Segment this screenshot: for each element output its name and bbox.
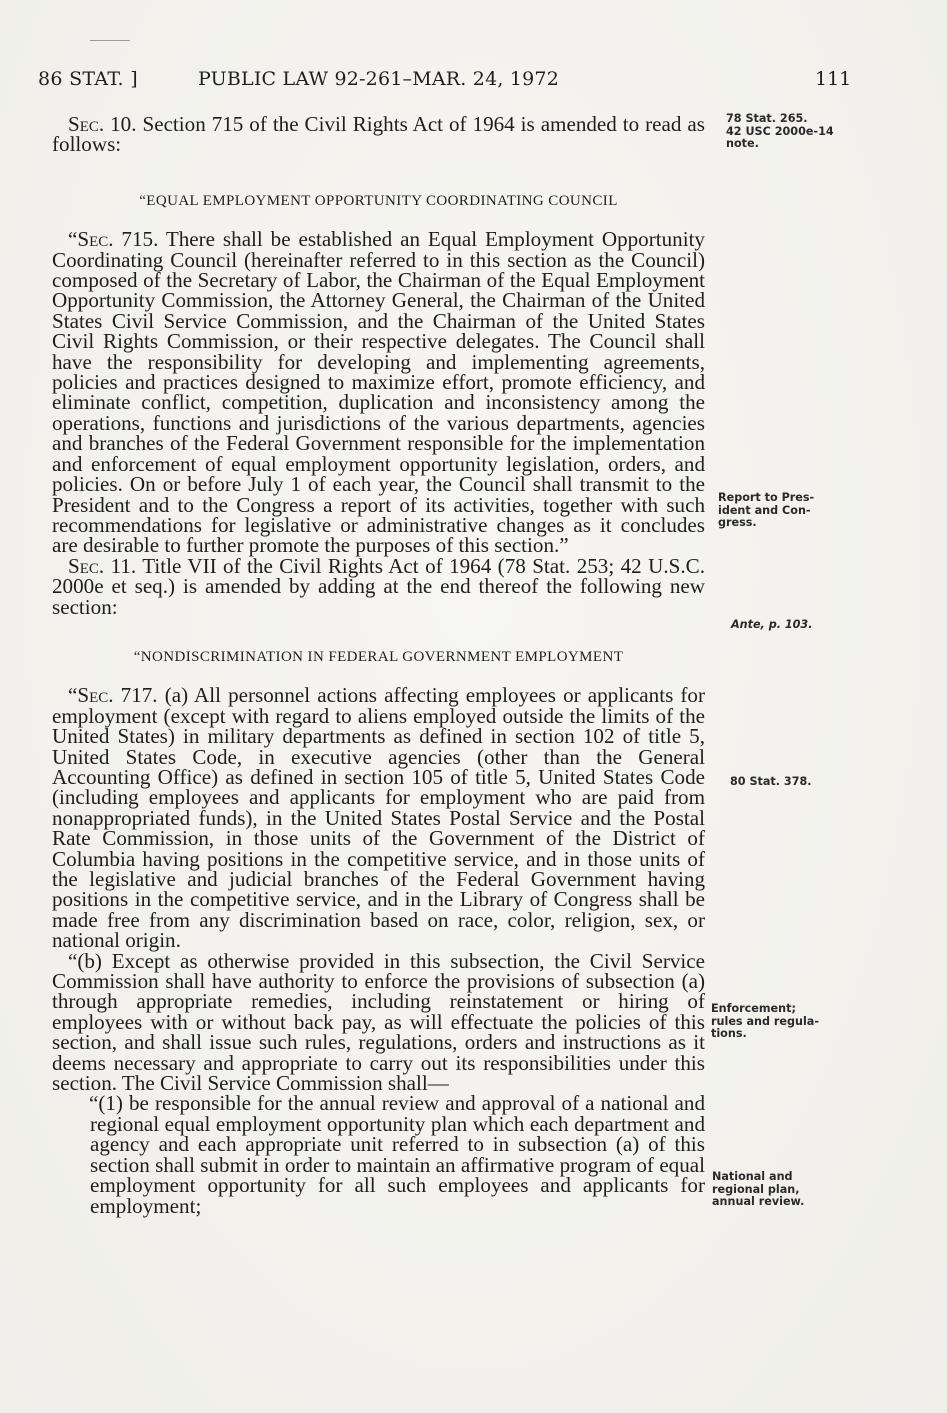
margin-note-stat-378: 80 Stat. 378. [730, 775, 812, 788]
section-10-text: Section 715 of the Civil Rights Act of 1964 is amended to read as follows: [52, 112, 705, 157]
margin-note-ante: Ante, p. 103. [731, 618, 813, 631]
margin-note-report: Report to Pres- ident and Con- gress. [718, 491, 815, 529]
section-10-label: Sec. 10. [68, 112, 137, 136]
section-715-label: “Sec. 715. [68, 227, 159, 252]
margin-note-national-plan: National and regional plan, annual review. [712, 1170, 805, 1208]
margin-note-enforcement: Enforcement; rules and regula- tions. [711, 1002, 819, 1040]
section-717b1-paragraph: “(1) be responsible for the annual review and approval of a national and regional equal employment opportunity plan which each department and agency and each appropriate unit referred to in subsection (a) of this section shall submit in order to maintain an affirmative program of equal employment opportunity for all such employees and applicants for employment; [89, 1091, 705, 1218]
page-title: PUBLIC LAW 92-261–MAR. 24, 1972 [198, 68, 559, 90]
section-715-text: There shall be established an Equal Employment Opportunity Coordinating Council (hereinafter referred to in this section as the Council) composed of the Secretary of Labor, the Chairman of the Equal Employment Opportunity Commission, the Attorney General, the Chairman of the United States Civil Service Commission, and the Chairman of the United States Civil Rights Commission, or their respective delegates. The Council shall have the responsibility for developing and implementing agreements, policies and practices designed to maximize effort, promote efficiency, and eliminate conflict, competition, duplication and inconsistency among the operations, functions and jurisdictions of the various departments, agencies and branches of the Federal Government responsible for the implementation and enforcement of equal employment opportunity legislation, orders, and policies. On or before July 1 of each year, the Council shall transmit to the President and to the Congress a report of its activities, together with such recommendations for legislative or administrative changes as it concludes are desirable to further promote the purposes of this section.” [52, 227, 705, 558]
volume-reference: 86 STAT. ] [38, 68, 138, 90]
page-number: 111 [815, 68, 852, 90]
section-715-paragraph [52, 229, 705, 556]
section-717a-text: (a) All personnel actions affecting employees or applicants for employment (except with regard to aliens employed outside the limits of the United States) in military departments as defined in section 102 of title 5, United States Code, in executive agencies (other than the General Accounting Office) as defined in section 105 of title 5, United States Code (including employees and applicants for employment who are paid from nonappropriated funds), in the United States Postal Service and the Postal Rate Commission, in those units of the Government of the District of Columbia having positions in the competitive service, and in those units of the legislative and judicial branches of the Federal Government having positions in the competitive service, and in the Library of Congress shall be made free from any discrimination based on race, color, religion, sex, or national origin. [52, 683, 705, 953]
section-11-text: Title VII of the Civil Rights Act of 1964 (78 Stat. 253; 42 U.S.C. 2000e et seq.) is amended by adding at the end thereof the following new section: [52, 553, 705, 619]
section-717a-paragraph [52, 683, 705, 953]
margin-note-stat-265: 78 Stat. 265. 42 USC 2000e-14 note. [726, 112, 834, 150]
main-text [52, 114, 705, 1216]
section-10-paragraph [52, 114, 705, 155]
section-717-label: “Sec. 717. [68, 683, 158, 708]
heading-coordinating-council: “EQUAL EMPLOYMENT OPPORTUNITY COORDINATING COUNCIL [139, 192, 618, 209]
scan-artifact [90, 40, 130, 41]
section-717b-paragraph: “(b) Except as otherwise provided in this subsection, the Civil Service Commission shall have authority to enforce the provisions of subsection (a) through appropriate remedies, including reinstatement or hiring of employees with or without back pay, as will effectuate the policies of this section, and shall issue such rules, regulations, orders and instructions as it deems necessary and appropriate to carry out its responsibilities under this section. The Civil Service Commission shall— [52, 948, 705, 1096]
section-11-label: Sec. 11. [68, 553, 137, 578]
section-11-paragraph [52, 553, 705, 619]
heading-nondiscrimination: “NONDISCRIMINATION IN FEDERAL GOVERNMENT EMPLOYMENT [133, 648, 624, 665]
